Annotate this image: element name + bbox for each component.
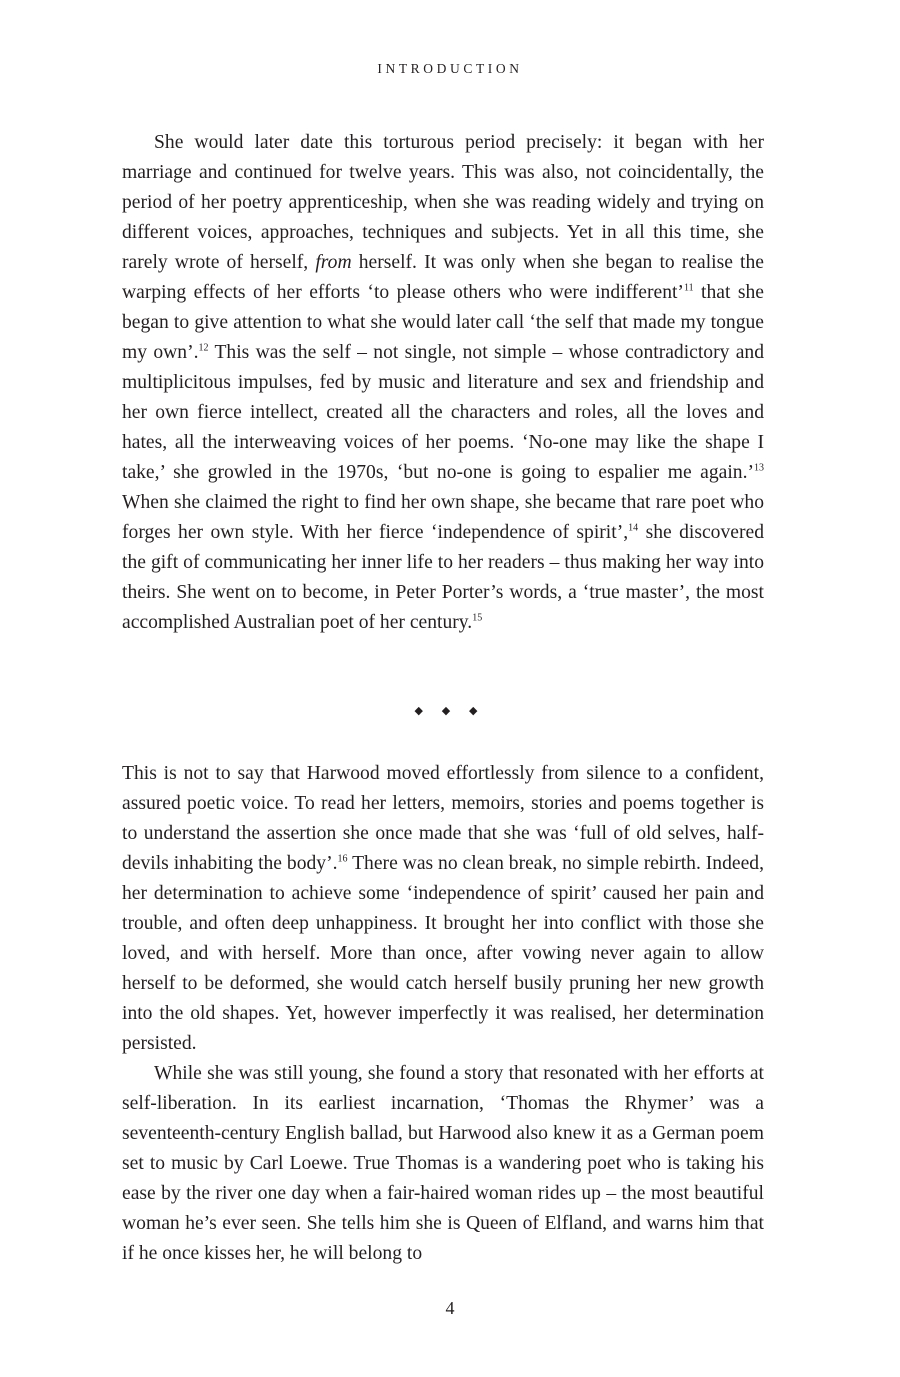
footnote-ref: 13 [754, 462, 764, 474]
footnote-ref: 11 [683, 282, 694, 294]
text-run: While she was still young, she found a story that resonated with her efforts at self-liberation. In its earliest incarnation, ‘Thomas the Rhymer’ was a seventeenth-century English ballad, but Harwood also knew it as a German poem set to music by Carl Loewe. True Thomas is a wandering poet who is taking his ease by the river one day when a fair-haired woman rides up – the most beautiful woman he’s ever seen. She tells him she is Queen of Elfland, and warns him that if he once kisses her, he will belong to [122, 1063, 764, 1264]
running-head: INTRODUCTION [377, 61, 523, 76]
text-run: that she began to give attention to what she would later call ‘the self that made my tongue my own’. [122, 282, 765, 363]
text-block-lower [122, 759, 764, 1269]
paragraph [122, 128, 764, 638]
text-run: When she claimed the right to find her own shape, she became that rare poet who forges her own style. With her fierce ‘independence of spirit’, [122, 492, 764, 543]
text-run: This is not to say that Harwood moved effortlessly from silence to a confident, assured poetic voice. To read her letters, memoirs, stories and poems together is to understand the assertion she once made that she was ‘full of old selves, half-devils inhabiting the body’. [122, 763, 764, 874]
text-run: She would later date this torturous period precisely: it began with her marriage and continued for twelve years. This was also, not coincidentally, the period of her poetry apprenticeship, when she was reading widely and trying on different voices, approaches, techniques and subjects. Yet in all this time, she rarely wrote of herself, [122, 132, 764, 273]
section-break-ornament: ◆ ◆ ◆ [414, 705, 486, 717]
page-number: 4 [445, 1298, 455, 1318]
paragraph [122, 759, 764, 1059]
footnote-ref: 16 [337, 853, 348, 865]
text-run: herself. It was only when she began to realise the warping effects of her efforts ‘to please others who were indifferent’ [122, 252, 764, 303]
paragraph [122, 1059, 764, 1269]
text-run: There was no clean break, no simple rebirth. Indeed, her determination to achieve some ‘independence of spirit’ caused her pain and trouble, and often deep unhappiness. It brought her into conflict with those she loved, and with herself. More than once, after vowing never again to allow herself to be deformed, she would catch herself busily pruning her new growth into the old shapes. Yet, however imperfectly it was realised, her determination persisted. [122, 853, 764, 1054]
footnote-ref: 12 [198, 342, 209, 354]
text-run: This was the self – not single, not simple – whose contradictory and multiplicitous impulses, fed by music and literature and sex and friendship and her own fierce intellect, created all the characters and roles, all the loves and hates, all the interweaving voices of her poems. ‘No-one may like the shape I take,’ she growled in the 1970s, ‘but no-one is going to espalier me again.’ [122, 342, 764, 483]
emphasis-text: from [315, 252, 352, 273]
footnote-ref: 14 [628, 522, 639, 534]
text-run: she discovered the gift of communicating her inner life to her readers – thus making her way into theirs. She went on to become, in Peter Porter’s words, a ‘true master’, the most accomplished Australian poet of her century. [122, 522, 764, 633]
text-block-upper [122, 128, 764, 638]
footnote-ref: 15 [472, 612, 483, 624]
